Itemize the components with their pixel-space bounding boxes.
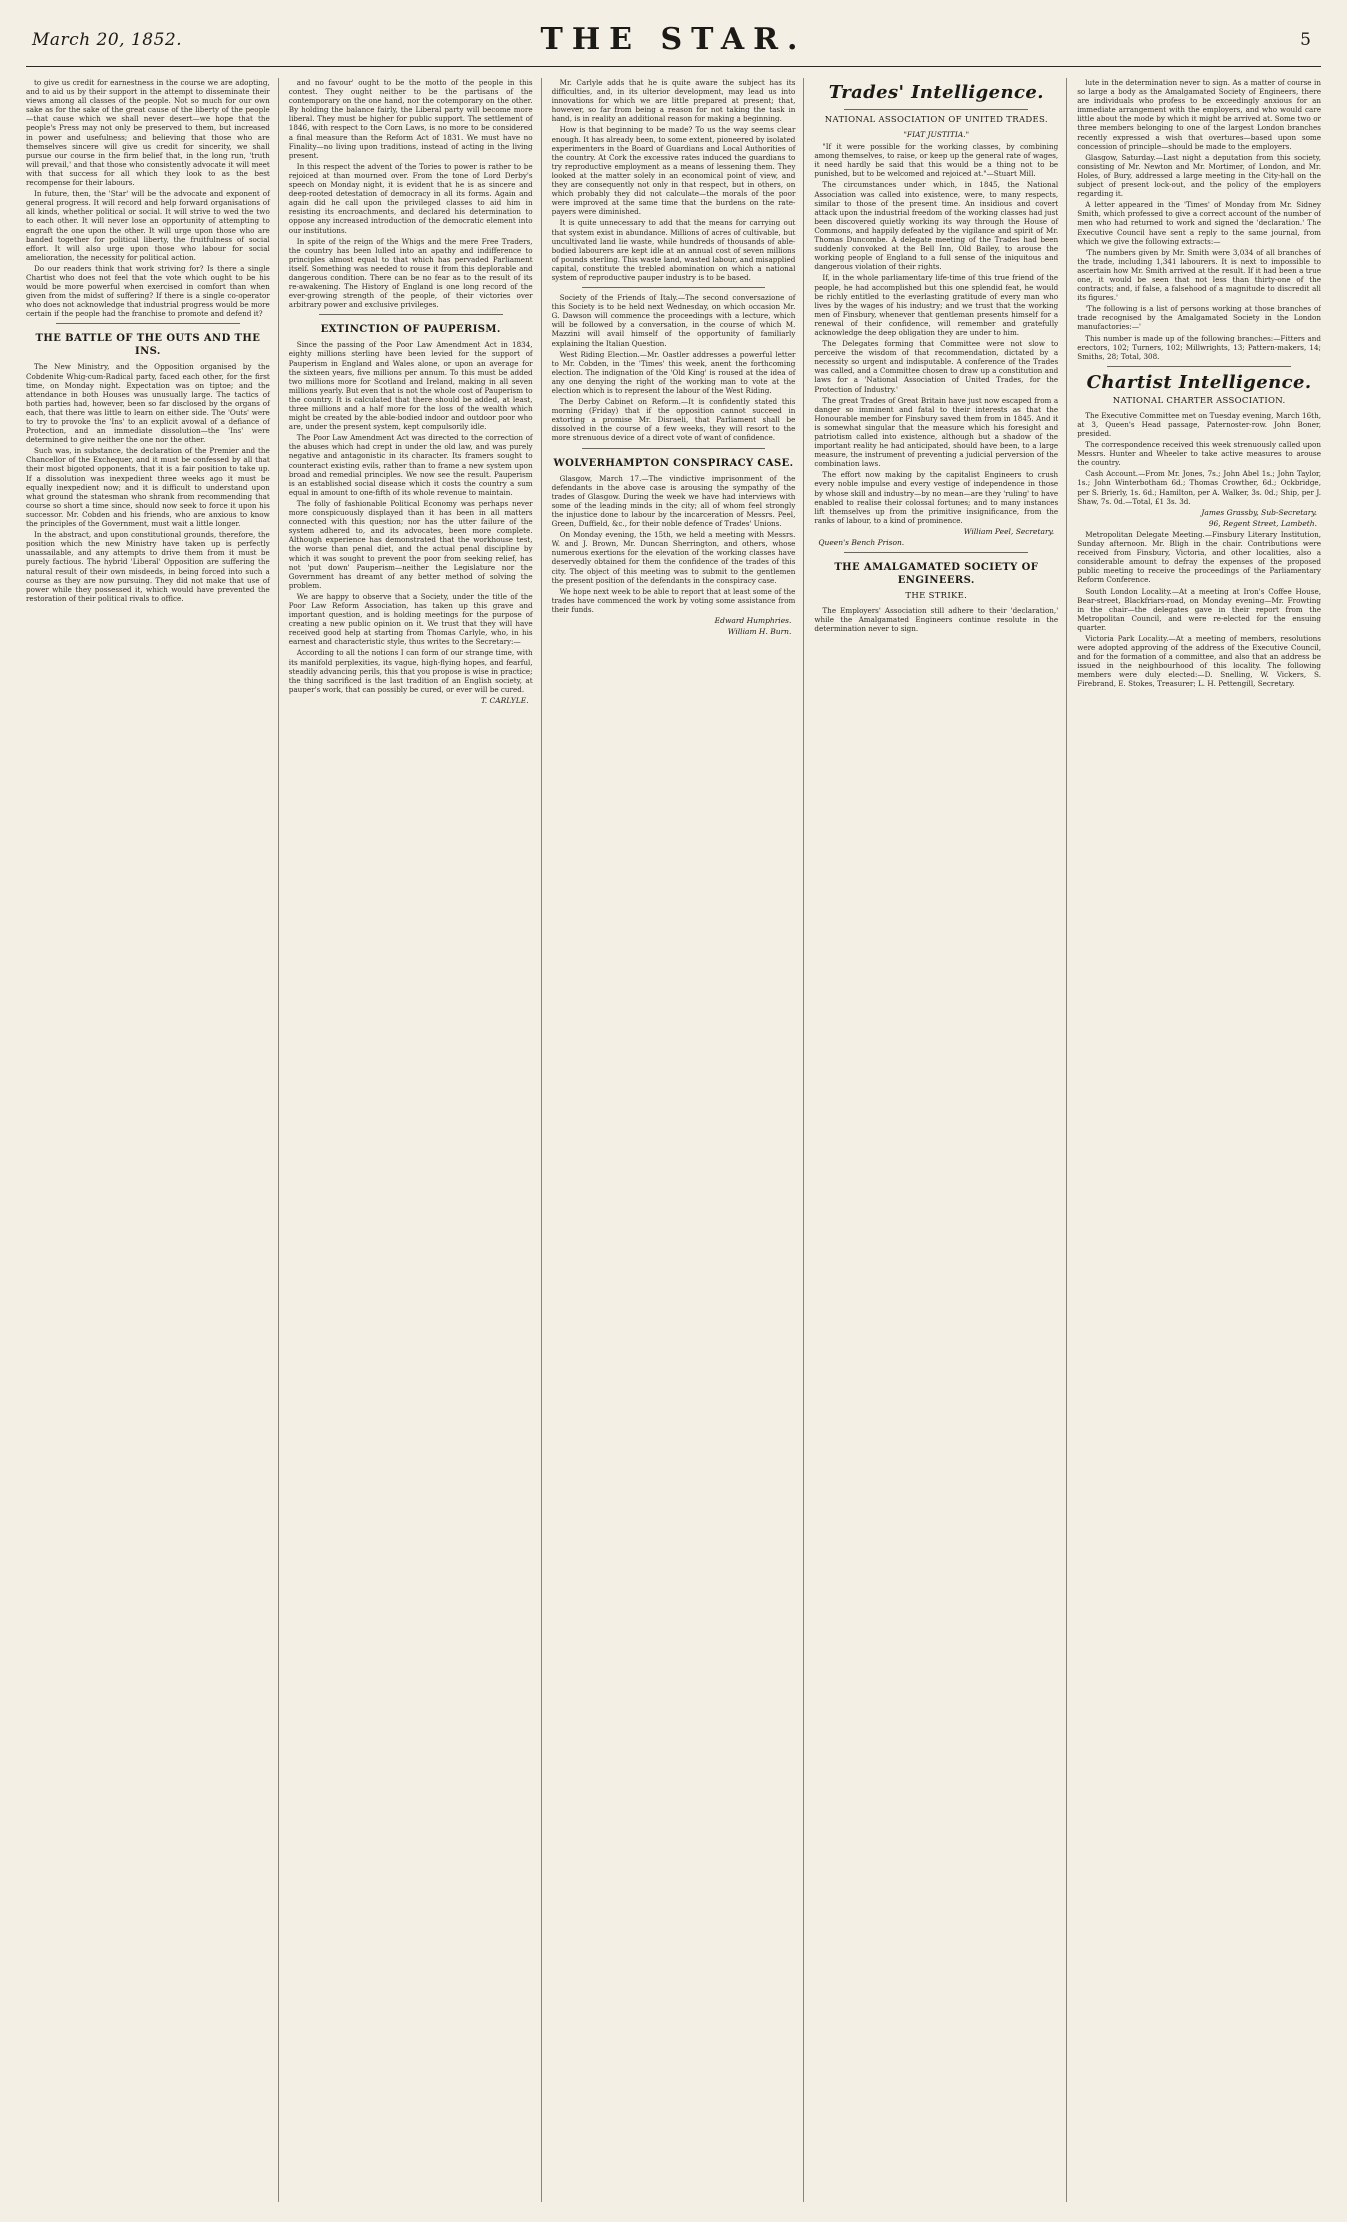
article-paragraph: The Executive Committee met on Tuesday evening, March 16th, at 3, Queen's Head passage, Paternoster-row. John Boner, presided.	[1077, 410, 1321, 438]
article-paragraph: lute in the determination never to sign. As a matter of course in so large a body as the Amalgamated Society of Engineers, there are individuals who profess to be exceedingly anxious for an immediate arrangement with the employers, and who would care little about the mode by which it might be arrived at. Some two or three members belonging to one of the largest London branches recently expressed a wish that overtures—based upon some concession of principle—should be made to the employers.	[1077, 78, 1321, 151]
newspaper-title: THE STAR.	[540, 22, 807, 57]
divider	[319, 314, 503, 315]
motto: "FIAT JUSTITIA."	[903, 130, 970, 139]
article-paragraph: We are happy to observe that a Society, under the title of the Poor Law Reform Association, has taken up this grave and important question, and is holding meetings for the purpose of creating a new public opinion on it. We trust that they will have received good help at starting from Thomas Carlyle, who, in his earnest and characteristic style, thus writes to the Secretary:—	[288, 591, 533, 647]
article-paragraph: to give us credit for earnestness in the course we are adopting, and to aid us by their support in the attempt to disseminate their views among all classes of the people. Not so much for our own sake as for the sake of the great cause of the liberty of the people—that cause which we shall never desert—we hope that the people's Press may not only be preserved to them, but increased in power and usefulness; and believing that those who are themselves sincere will give us credit for sincerity, we shall pursue our course in the firm belief that, in the long run, 'truth will prevail,' and that those who consistently advocate it will meet with that success for all which they look to as the best recompense for their labours.	[26, 78, 270, 188]
news-item: The Derby Cabinet on Reform.—It is confidently stated this morning (Friday) that if the opposition cannot succeed in extorting a promise Mr. Disraeli, that Parliament shall be dissolved in the course of a few weeks, they will resort to the more strenuous device of a direct vote of want of confidence.	[551, 397, 796, 443]
column-2	[289, 78, 542, 2202]
news-item: Society of the Friends of Italy.—The second conversazione of this Society is to be held next Wednesday, on which occasion Mr. G. Dawson will commence the proceedings with a lecture, which will be followed by a conversation, in the course of which M. Mazzini will avail himself of the opportunity of familiarly explaining the Italian Question.	[551, 293, 796, 348]
article-heading: THE BATTLE OF THE OUTS AND THE INS.	[35, 333, 261, 358]
news-item: Metropolitan Delegate Meeting.—Finsbury Literary Institution, Sunday afternoon. Mr. Bligh in the chair. Contributions were received from Finsbury, Victoria, and other localities, also a considerable amount to defray the expenses of the proposed public meeting to receive the proceedings of the Parliamentary Reform Conference.	[1077, 529, 1321, 585]
article-paragraph: In spite of the reign of the Whigs and the mere Free Traders, the country has been lulled into an apathy and indifference to principles almost equal to that which has pervaded Parliament itself. Something was needed to rouse it from this deplorable and dangerous condition. There can be no fear as to the result of its re-awakening. The History of England is one long record of the ever-growing strength of the people, of their victories over arbitrary power and exclusive privileges.	[288, 236, 533, 310]
masthead	[26, 20, 1321, 67]
article-heading: WOLVERHAMPTON CONSPIRACY CASE.	[553, 457, 794, 469]
article-paragraph: and no favour' ought to be the motto of the people in this contest. They ought neither to be the partisans of the contemporary on the one hand, nor the cotemporary on the other. By holding the balance fairly, the Liberal party will become more liberal. They must be higher for public support. The settlement of 1846, with respect to the Corn Laws, is no more to be considered a final measure than the Reform Act of 1831. We must have no Finality—no living upon traditions, instead of acting in the living present.	[288, 78, 533, 160]
columns	[26, 78, 1321, 2202]
article-paragraph: The great Trades of Great Britain have just now escaped from a danger so imminent and fatal to their interests as that the Honourable member for Finsbury saved them from in 1845. And it is somewhat singular that the measure which his foresight and patriotism called into existence, although but a shadow of the important reality he had anticipated, should have been, to a large measure, the instrument of preventing a judicial perversion of the combination laws.	[814, 395, 1059, 469]
signature: William H. Burn.	[727, 627, 792, 637]
column-1	[26, 78, 279, 2202]
article-paragraph: The correspondence received this week strenuously called upon Messrs. Hunter and Wheeler to take active measures to arouse the country.	[1077, 440, 1321, 468]
news-item: South London Locality.—At a meeting at Iron's Coffee House, Bear-street, Blackfriars-road, on Monday evening—Mr. Frowting in the chair—the delegates gave in their report from the Metropolitan Council, and were re-elected for the ensuing quarter.	[1077, 586, 1321, 632]
article-heading: THE AMALGAMATED SOCIETY OF ENGINEERS.	[834, 562, 1039, 587]
dateline: Queen's Bench Prison.	[818, 538, 905, 548]
divider	[844, 109, 1028, 110]
article-paragraph: The New Ministry, and the Opposition organised by the Cobdenite Whig-cum-Radical party, faced each other, for the first time, on Monday night. Expectation was on tiptoe; and the attendance in both Houses was unusually large. The tactics of both parties had, however, been so far disclosed by the organs of each, that there was little to learn on either side. The 'Outs' were to try to provoke the 'Ins' to an explicit avowal of a defiance of Protection, and an immediate dissolution—the 'Ins' were determined to give neither the one nor the other.	[26, 362, 270, 445]
article-paragraph: Mr. Carlyle adds that he is quite aware the subject has its difficulties, and, in its ulterior development, may lead us into innovations for which we are little prepared at present; that, however, so far from being a reason for not taking the task in hand, is in reality an additional reason for making a beginning.	[551, 78, 796, 124]
article-paragraph: The circumstances under which, in 1845, the National Association was called into existence, were, to many respects, similar to those of the present time. An insidious and covert attack upon the industrial freedom of the working classes had just been discovered quietly working its way through the House of Commons, and happily defeated by the vigilance and spirit of Mr. Thomas Duncombe. A delegate meeting of the Trades had been suddenly convoked at the Bell Inn, Old Bailey, to arouse the working people of England to a full sense of the iniquitous and dangerous violation of their rights.	[814, 180, 1059, 272]
divider	[582, 287, 766, 288]
article-paragraph: If, in the whole parliamentary life-time of this true friend of the people, he had accomplished but this one splendid feat, he would be richly entitled to the everlasting gratitude of every man who lives by the wages of his industry; and we trust that the working men of Finsbury, whenever that gentleman presents himself for a renewal of their confidence, will remember and gratefully acknowledge the deep obligation they are under to him.	[814, 273, 1059, 337]
article-paragraph: Such was, in substance, the declaration of the Premier and the Chancellor of the Exchequer, and it must be confessed by all that their most bigoted opponents, that it is a fair position to take up. If a dissolution was inexpedient three weeks ago it must be equally inexpedient now; and it is difficult to understand upon what ground the statesman who shrank from recommending that course so short a time since, should now seek to force it upon his successor. Mr. Cobden and his friends, who are anxious to know the principles of the Government, must wait a little longer.	[26, 446, 270, 529]
article-paragraph: The folly of fashionable Political Economy was perhaps never more conspicuously displayed than it has been in all matters connected with this question; nor has the utter failure of the system adhered to, and its advocates, been more complete. Although experience has demonstrated that the workhouse test, the worse than penal diet, and the actual penal discipline by which it was sought to prevent the poor from seeking relief, has not 'put down' Pauperism—neither the Legislature nor the Government has dreamt of any better method of solving the problem.	[288, 498, 533, 590]
quoted-letter: According to all the notions I can form of our strange time, with its manifold perplexities, its vague, high-flying hopes, and fearful, steadily advancing perils, this that you propose is wise in practice; the thing sacrificed is the last tradition of an English society, at pauper's work, that can possibly be cured, or ever will be cured.	[288, 648, 533, 694]
section-heading-chartist: Chartist Intelligence.	[1086, 371, 1312, 393]
column-4	[814, 78, 1067, 2202]
signature: T. CARLYLE.	[480, 695, 529, 705]
divider	[844, 552, 1028, 553]
article-paragraph: Glasgow, Saturday.—Last night a deputation from this society, consisting of Mr. Newton and Mr. Mortimer, of London, and Mr. Holes, of Bury, addressed a large meeting in the City-hall on the subject of present lock-out, and the policy of the employers regarding it.	[1077, 152, 1321, 199]
article-subheading: THE STRIKE.	[905, 591, 968, 602]
signature: James Grassby, Sub-Secretary.	[1201, 507, 1317, 517]
signature: William Peel, Secretary.	[963, 526, 1055, 536]
column-5	[1077, 78, 1321, 2202]
article-paragraph: Glasgow, March 17.—The vindictive imprisonment of the defendants in the above case is arousing the sympathy of the trades of Glasgow. During the week we have had interviews with some of the leading minds in the city; all of whom feel strongly the injustice done to labour by the incarceration of Messrs. Peel, Green, Duffield, &c., for their noble defence of Trades' Unions.	[551, 473, 796, 529]
column-3	[552, 78, 805, 2202]
article-paragraph: In this respect the advent of the Tories to power is rather to be rejoiced at than mourned over. From the tone of Lord Derby's speech on Monday night, it is evident that he is as sincere and deep-rooted detestation of democracy in all its forms. Again and again did he call upon the privileged classes to aid him in resisting its encroachments, and declared his determination to oppose any increased introduction of the democratic element into our institutions.	[288, 161, 533, 235]
issue-date: March 20, 1852.	[32, 30, 183, 50]
epigraph-quote: "If it were possible for the working classes, by combining among themselves, to raise, or keep up the general rate of wages, it need hardly be said that this would be a thing not to be punished, but to be welcomed and rejoiced at."—Stuart Mill.	[814, 142, 1059, 179]
page-number: 5	[1300, 30, 1311, 50]
article-paragraph: On Monday evening, the 15th, we held a meeting with Messrs. W. and J. Brown, Mr. Duncan Sherrington, and others, whose numerous exertions for the elevation of the working classes have deservedly obtained for them the confidence of the trades of this city. The object of this meeting was to submit to the gentlemen the present position of the defendants in the conspiracy case.	[551, 530, 796, 585]
signature: Edward Humphries.	[714, 615, 792, 625]
news-item: West Riding Election.—Mr. Oastler addresses a powerful letter to Mr. Cobden, in the 'Times' this week, anent the forthcoming election. The indignation of the 'Old King' is roused at the idea of any one denying the right of the working man to vote at the election which is to represent the labour of the West Riding.	[551, 349, 796, 395]
article-paragraph: In the abstract, and upon constitutional grounds, therefore, the position which the new Ministry have taken up is perfectly unassailable, and any attempts to drive them from it must be purely factious. The hybrid 'Liberal' Opposition are suffering the natural result of their own misdeeds, in being forced into such a course as they are now pursuing. They did not make that use of power while they possessed it, which would have prevented the restoration of their political rivals to office.	[26, 530, 270, 603]
section-subheading: NATIONAL ASSOCIATION OF UNITED TRADES.	[824, 115, 1048, 125]
divider	[1107, 366, 1291, 367]
article-paragraph: 'The numbers given by Mr. Smith were 3,034 of all branches of the trade, including 1,341 labourers. It is next to impossible to ascertain how Mr. Smith arrived at the result. If it had been a true one, it would be seen that not less than thirty-one of the contracts; and, if false, a falsehood of a magnitude to discredit all its figures.'	[1077, 247, 1321, 303]
cash-account: Cash Account.—From Mr. Jones, 7s.; John Abel 1s.; John Taylor, 1s.; John Winterbotham 6d.; Thomas Crowther, 6d.; Ockbridge, per S. Brierly, 1s. 6d.; Hamilton, per A. Walker, 3s. 0d.; Ship, per J. Shaw, 7s. 0d.—Total, £1 3s. 3d.	[1077, 469, 1321, 506]
section-heading-trades: Trades' Intelligence.	[828, 82, 1044, 103]
article-paragraph: The Delegates forming that Committee were not slow to perceive the wisdom of that recommendation, dictated by a necessity so urgent and indisputable. A conference of the Trades was called, and a Committee chosen to draw up a constitution and laws for a 'National Association of United Trades, for the Protection of Industry.'	[814, 339, 1059, 394]
article-paragraph: It is quite unnecessary to add that the means for carrying out that system exist in abundance. Millions of acres of cultivable, but uncultivated land lie waste, while hundreds of thousands of able-bodied labourers are kept idle at an annual cost of seven millions of pounds sterling. This waste land, wasted labour, and misapplied capital, constitute the trebled abomination on which a national system of reproductive pauper industry is to be based.	[551, 218, 796, 282]
article-paragraph: The Employers' Association still adhere to their 'declaration,' while the Amalgamated Engineers continue resolute in the determination never to sign.	[814, 606, 1059, 634]
article-paragraph: Since the passing of the Poor Law Amendment Act in 1834, eighty millions sterling have been levied for the support of Pauperism in England and Wales alone, or upon an average for the sixteen years, five millions per annum. To this must be added two millions more for Scotland and Ireland, making in all seven millions yearly. But even that is not the whole cost of Pauperism to the country. It is calculated that there should be added, at least, three millions and a half more for the loss of the wealth which might be created by the able-bodied indoor and outdoor poor who are, under the present system, kept compulsorily idle.	[288, 340, 533, 432]
article-paragraph: We hope next week to be able to report that at least some of the trades have commenced the work by voting some assistance from their funds.	[551, 586, 796, 614]
article-paragraph: This number is made up of the following branches:—Fitters and erectors, 102; Turners, 102; Millwrights, 13; Pattern-makers, 14; Smiths, 28; Total, 308.	[1077, 333, 1321, 361]
article-heading: EXTINCTION OF PAUPERISM.	[320, 324, 501, 336]
divider	[56, 323, 240, 324]
article-paragraph: A letter appeared in the 'Times' of Monday from Mr. Sidney Smith, which professed to give a correct account of the number of men who had returned to work and signed the 'declaration.' The Executive Council have sent a reply to the same journal, from which we give the following extracts:—	[1077, 200, 1321, 246]
article-paragraph: The Poor Law Amendment Act was directed to the correction of the abuses which had crept in under the old law, and was purely negative and antagonistic in its character. Its framers sought to counteract existing evils, rather than to frame a new system upon broad and remedial principles. We now see the result. Pauperism is an established social disease which it costs the country a sum equal in amount to one-fifth of its whole revenue to maintain.	[288, 433, 533, 497]
news-item: Victoria Park Locality.—At a meeting of members, resolutions were adopted approving of the address of the Executive Council, and for the formation of a committee, and also that an address be issued in the neighbourhood of this locality. The following members were duly elected:—D. Snelling, W. Vickers, S. Firebrand, E. Stokes, Treasurer; L. H. Pettengill, Secretary.	[1077, 633, 1321, 689]
signature-address: 96, Regent Street, Lambeth.	[1208, 518, 1317, 528]
article-paragraph: The effort now making by the capitalist Engineers to crush every noble impulse and every vestige of independence in those by whose skill and industry—by no mean—are they 'ruling' to have enabled to realise their colossal fortunes; and to many instances lift themselves up from the primitive insignificance, from the ranks of labour, to a kind of prominence.	[814, 470, 1059, 525]
article-paragraph: 'The following is a list of persons working at those branches of trade recognised by the Amalgamated Society in the London manufactories:—'	[1077, 304, 1321, 332]
divider	[582, 448, 766, 449]
section-subheading: NATIONAL CHARTER ASSOCIATION.	[1112, 395, 1286, 406]
article-paragraph: How is that beginning to be made? To us the way seems clear enough. It has already been, to some extent, pioneered by isolated experimenters in the Board of Guardians and Local Authorities of the country. At Cork the excessive rates induced the guardians to try reproductive employment as a means of lessening them. They looked at the matter solely in an economical point of view, and they are consequently not only in that respect, but in others, on which probably they did not calculate—the morals of the poor were improved at the same time that the burdens on the rate-payers were diminished.	[551, 125, 796, 217]
article-paragraph: In future, then, the 'Star' will be the advocate and exponent of general progress. It will record and help forward organisations of all kinds, whether political or social. It will strive to wed the two to each other. It will never lose an opportunity of attempting to engraft the one upon the other. It will urge upon those who are banded together for political liberty, the fruitfulness of social effort. It will also urge upon those who labour for social amelioration, the necessity for political action.	[26, 189, 270, 262]
article-paragraph: Do our readers think that work striving for? Is there a single Chartist who does not feel that the vote which ought to be his would be more powerful when exercised in comfort than when given from the midst of suffering? If there is a single co-operator who does not acknowledge that industrial progress would be more certain if the people had the franchise to promote and defend it?	[26, 263, 270, 319]
